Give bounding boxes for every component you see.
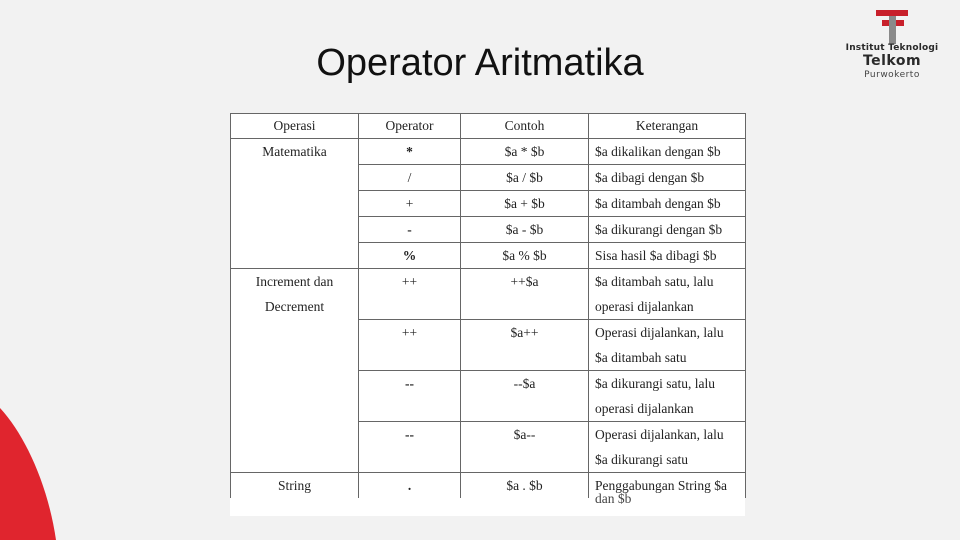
description-line-2: $a dikurangi satu: [595, 452, 688, 467]
description-line-2: operasi dijalankan: [595, 299, 694, 314]
operator-table: [230, 113, 745, 516]
table-row: [231, 139, 746, 165]
operator-cell: -: [359, 217, 461, 243]
header-operasi: Operasi: [231, 114, 359, 139]
example-cell: $a - $b: [461, 217, 589, 243]
example-cell: $a--: [461, 422, 589, 473]
group-increment-decrement: [231, 269, 359, 473]
header-keterangan: Keterangan: [589, 114, 746, 139]
description-cell: $a dikurangi dengan $b: [589, 217, 746, 243]
description-line-2: $a ditambah satu: [595, 350, 687, 365]
example-cell: ++$a: [461, 269, 589, 320]
red-decorative-shape: [0, 390, 60, 540]
operator-cell: --: [359, 422, 461, 473]
operator-cell: .: [359, 473, 461, 499]
logo-line-2: Telkom: [862, 53, 922, 69]
description-line-1: $a ditambah satu, lalu: [595, 274, 714, 289]
description-continuation: dan $b: [595, 491, 632, 506]
header-operator: Operator: [359, 114, 461, 139]
description-cell: [589, 269, 746, 320]
slide-title: Operator Aritmatika: [316, 42, 644, 84]
description-line-2: operasi dijalankan: [595, 401, 694, 416]
operator-cell: ++: [359, 269, 461, 320]
example-cell: $a + $b: [461, 191, 589, 217]
table-header-row: [231, 114, 746, 139]
telkom-logo: [836, 8, 948, 80]
group-label-line-1: Increment dan: [255, 274, 334, 289]
example-cell: $a . $b: [461, 473, 589, 499]
group-matematika: Matematika: [231, 139, 359, 269]
description-cell: $a ditambah dengan $b: [589, 191, 746, 217]
description-cell: [589, 422, 746, 473]
table-row: [231, 473, 746, 499]
description-cell: [589, 371, 746, 422]
description-line-1: Operasi dijalankan, lalu: [595, 427, 724, 442]
description-cell: Sisa hasil $a dibagi $b: [589, 243, 746, 269]
operator-cell: --: [359, 371, 461, 422]
group-string: String: [231, 473, 359, 499]
description-cell: $a dibagi dengan $b: [589, 165, 746, 191]
description-line-1: $a dikurangi satu, lalu: [595, 376, 715, 391]
example-cell: --$a: [461, 371, 589, 422]
operator-cell: *: [359, 139, 461, 165]
operator-cell: +: [359, 191, 461, 217]
operator-cell: /: [359, 165, 461, 191]
description-cell: Penggabungan String $a: [589, 473, 746, 499]
logo-line-1: Institut Teknologi: [845, 43, 939, 53]
group-label-line-2: Decrement: [264, 299, 325, 314]
description-cell: $a dikalikan dengan $b: [589, 139, 746, 165]
operator-cell: %: [359, 243, 461, 269]
example-cell: $a * $b: [461, 139, 589, 165]
logo-line-3: Purwokerto: [864, 70, 920, 80]
header-contoh: Contoh: [461, 114, 589, 139]
description-cell: [589, 320, 746, 371]
example-cell: $a % $b: [461, 243, 589, 269]
example-cell: $a / $b: [461, 165, 589, 191]
operator-cell: ++: [359, 320, 461, 371]
table-row: [231, 269, 746, 320]
example-cell: $a++: [461, 320, 589, 371]
telkom-logo-icon: [874, 8, 910, 46]
description-line-1: Operasi dijalankan, lalu: [595, 325, 724, 340]
